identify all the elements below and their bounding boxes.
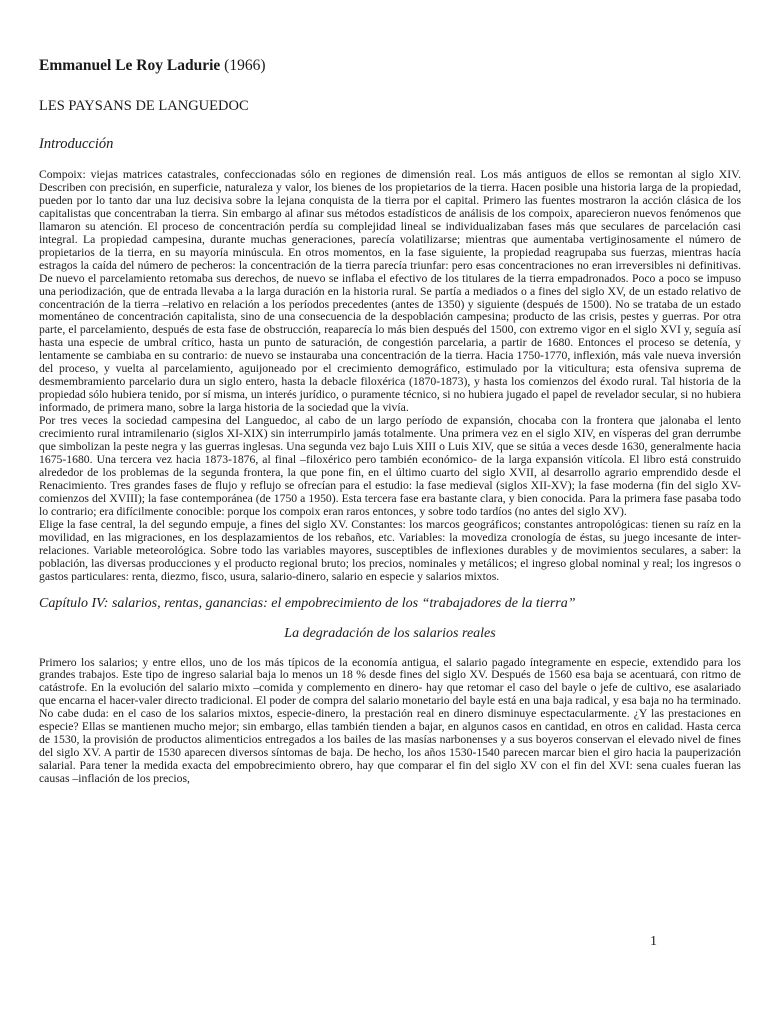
- chapter-heading: Capítulo IV: salarios, rentas, ganancias: el empobrecimiento de los “trabajadores de la tierra”: [39, 595, 576, 611]
- page-number: 1: [650, 934, 657, 949]
- author-line: [39, 56, 741, 76]
- chapter-subheading: La degradación de los salarios reales: [284, 625, 496, 641]
- book-title: LES PAYSANS DE LANGUEDOC: [39, 98, 249, 114]
- intro-paragraph: Compoix: viejas matrices catastrales, confeccionadas sólo en regiones de dimensión real. Los más antiguos de ellos se remontan al siglo XIV. Describen con precisión, en superficie, naturaleza y valor, los bienes de los propietarios de la tierra. Hacen posible una historia larga de la propiedad, pueden por lo tanto dar una luz decisiva sobre la lejana conquista de la tierra por el capital. Primero las fuentes mostraron la acción clásica de los capitalistas que concentraban la tierra. Sin embargo al afinar sus métodos estadísticos de análisis de los compoix, aparecieron nuevos fenómenos que llamaron su atención. El proceso de concentración perdía su complejidad lineal se individualizaban fases más que seculares de parcelación casi integral. La propiedad campesina, durante muchas generaciones, parecía volatilizarse; mientras que aumentaba vertiginosamente el número de propietarios de la tierra, en su mayoría minúscula. En otros momentos, en la fase siguiente, la propiedad reagrupaba sus fuerzas, mientras hacía estragos la caída del número de pecheros: la concentración de la tierra parecía triunfar: pero esas concentraciones no eran irreversibles ni definitivas. De nuevo el parcelamiento retomaba sus derechos, de nuevo se inflaba el efectivo de los titulares de la tierra empadronados. Poco a poco se impuso una periodización, que de entrada llevaba a la larga duración en la historia rural. Se partía a mediados o a fines del siglo XV, de un estado relativo de concentración de la tierra –relativo en relación a los períodos precedentes (antes de 1350) y siguiente (después de 1500). No se trataba de un estado momentáneo de concentración capitalista, sino de una consecuencia de la despoblación campesina; producto de las crisis, pestes y guerras. Por otra parte, el parcelamiento, después de esta fase de obstrucción, reaparecía lo más bien después del 1500, con extremo vigor en el siglo XVI y, seguía así hasta una especie de umbral crítico, hasta un punto de saturación, de congestión parcelaria, a partir de 1680. Entonces el proceso se detenía, y lentamente se cambiaba en su contrario: de nuevo se instauraba una concentración de la tierra. Hacia 1750-1770, inflexión, más vale nueva inversión del proceso, y vuelta al parcelamiento, aguijoneado por el crecimiento demográfico, estimulado por la viticultura; esta ofensiva suprema de desmembramiento parcelario dura un siglo entero, hasta la debacle filoxérica (1870-1873), y hasta los comienzos del éxodo rural. Tal historia de la propiedad sólo hubiera tenido, por sí misma, un interés jurídico, o puramente técnico, si no hubiera jugado el papel de revelador secular, si no hubiera informado, de primera mano, sobre la larga historia de la sociedad que la vivía.: [39, 168, 741, 415]
- intro-paragraph: Elige la fase central, la del segundo empuje, a fines del siglo XV. Constantes: los marcos geográficos; constantes antropológicas: tienen su raíz en la movilidad, en las migraciones, en los desplazamientos de los rebaños, etc. Variables: la movediza cronología de éstas, su juego incesante de inter-relaciones. Variable meteorológica. Sobre todo las variables mayores, susceptibles de inflexiones durables y de movimientos seculares, a saber: la población, las diversas producciones y el producto regional bruto; los precios, nominales y metálicos; el ingreso global nominal y real; los ingresos o gastos particulares: renta, diezmo, fisco, usura, salario-dinero, salario en especie y salarios mixtos.: [39, 517, 741, 583]
- publication-year: (1966): [224, 57, 266, 74]
- chapter-paragraph: Primero los salarios; y entre ellos, uno de los más típicos de la economía antigua, el salario pagado íntegramente en especie, extendido para los grandes trabajos. Este tipo de ingreso salarial baja lo menos un 18 % desde fines del siglo XV. Después de 1560 esa baja se acentuará, con ritmo de catástrofe. En la evolución del salario mixto –comida y complemento en dinero- hay que retomar el caso del bayle o jefe de cultivo, ese asalariado que encarna el hacer-valer directo tradicional. El poder de compra del salario monetario del bayle está en una baja radical, y esa baja no ha terminado. No cabe duda: en el caso de los salarios mixtos, especie-dinero, la prestación real en dinero disminuye espectacularmente. ¿Y las prestaciones en especie? Ellas se mantienen mucho mejor; sin embargo, ellas también tienden a bajar, en algunos casos en cantidad, en otros en calidad. Hasta cerca de 1530, la provisión de productos alimenticios entregados a los bailes de las masías narbonenses y a sus boyeros conservan el elevado nivel de fines del siglo XV. A partir de 1530 aparecen diversos síntomas de baja. De hecho, los años 1530-1540 parecen marcar bien el giro hacia la pauperización salarial. Para tener la medida exacta del empobrecimiento obrero, hay que comparar el fin del siglo XV con el fin del XVI: sena cuales fueran las causas –inflación de los precios,: [39, 655, 741, 786]
- author-name: Emmanuel Le Roy Ladurie: [39, 57, 221, 74]
- intro-paragraph: Por tres veces la sociedad campesina del Languedoc, al cabo de un largo período de expansión, chocaba con la frontera que jalonaba el lento crecimiento rural intramilenario (siglos XI-XIX) sin interrumpirlo jamás totalmente. Una primera vez en el siglo XIV, en vísperas del gran derrumbe que simbolizan la peste negra y las guerras inglesas. Una segunda vez bajo Luis XIII o Luis XIV, que se sitúa a veces desde 1630, generalmente hacia 1675-1680. Una tercera vez hacia 1873-1876, al final –filoxérico pero también económico- de la larga expansión vitícola. El libro está construido alrededor de los problemas de la segunda frontera, la que pone fin, en el último cuarto del siglo XVII, al desarrollo agrario emprendido desde el Renacimiento. Tres grandes fases de flujo y reflujo se ofrecían para el estudio: la fase medieval (siglos XII-XV); la fase moderna (fin del siglo XV-comienzos del XVIII); la fase contemporánea (de 1750 a 1950). Esta tercera fase era bastante clara, y bien conocida. Para la primera fase pasaba todo lo contrario; era difícilmente conocible: porque los compoix eran raros entonces, y sobre todo tardíos (no antes del siglo XV).: [39, 414, 741, 518]
- intro-heading: Introducción: [39, 136, 114, 152]
